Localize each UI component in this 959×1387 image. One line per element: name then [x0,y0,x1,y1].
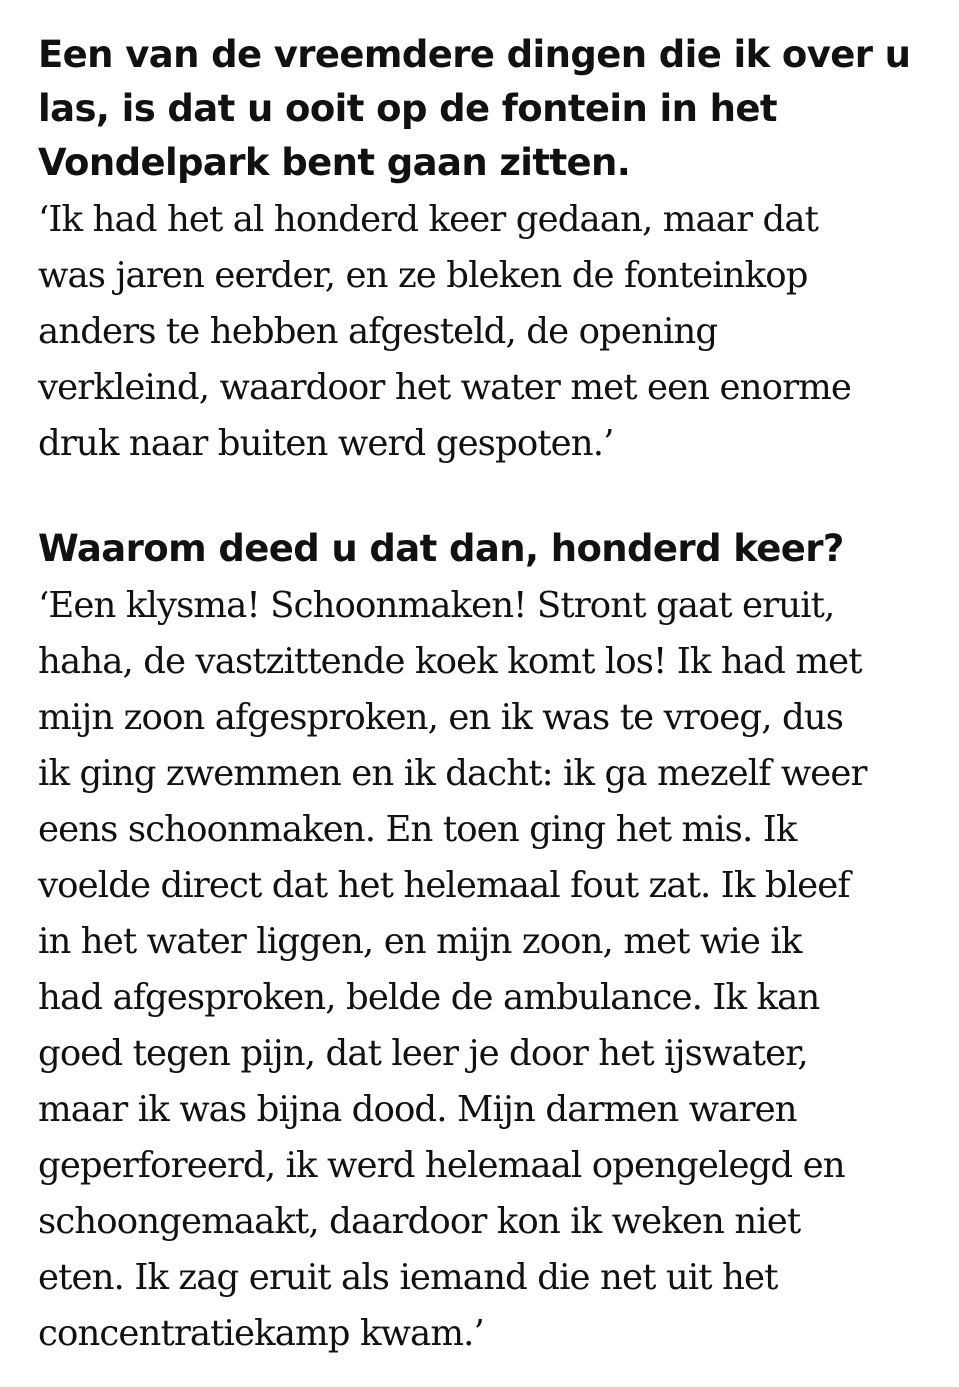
answer-line: had afgesproken, belde de ambulance. Ik kan [38,977,820,1018]
question-line: las, is dat u ooit op de fontein in het [38,87,777,130]
answer-line: ‘Een klysma! Schoonmaken! Stront gaat eruit, [38,585,835,626]
answer-line: haha, de vastzittende koek komt los! Ik had met [38,641,862,682]
answer-line: schoongemaakt, daardoor kon ik weken niet [38,1201,801,1242]
answer-line: verkleind, waardoor het water met een enorme [38,367,852,408]
answer-line: in het water liggen, en mijn zoon, met wie ik [38,921,802,962]
answer-line: concentratiekamp kwam.’ [38,1313,484,1354]
answer-line: mijn zoon afgesproken, en ik was te vroeg, dus [38,697,844,738]
question-line: Een van de vreemdere dingen die ik over u [38,33,911,76]
answer-line: maar ik was bijna dood. Mijn darmen waren [38,1089,797,1130]
answer-line: eten. Ik zag eruit als iemand die net uit het [38,1257,778,1298]
answer-line: goed tegen pijn, dat leer je door het ijswater, [38,1033,808,1074]
interview-question-2 [38,522,938,576]
answer-line: voelde direct dat het helemaal fout zat. Ik bleef [38,865,850,906]
answer-line: geperforeerd, ik werd helemaal opengelegd en [38,1145,845,1186]
answer-line: was jaren eerder, en ze bleken de fonteinkop [38,255,808,296]
answer-line: ‘Ik had het al honderd keer gedaan, maar dat [38,199,818,240]
question-line: Vondelpark bent gaan zitten. [38,141,631,184]
answer-line: anders te hebben afgesteld, de opening [38,311,718,352]
interview-answer-2 [38,578,938,1362]
interview-answer-1 [38,192,938,472]
interview-article [38,28,938,1362]
answer-line: ik ging zwemmen en ik dacht: ik ga mezelf weer [38,753,867,794]
answer-line: druk naar buiten werd gespoten.’ [38,423,614,464]
interview-question-1 [38,28,938,190]
question-line: Waarom deed u dat dan, honderd keer? [38,527,844,570]
answer-line: eens schoonmaken. En toen ging het mis. Ik [38,809,797,850]
